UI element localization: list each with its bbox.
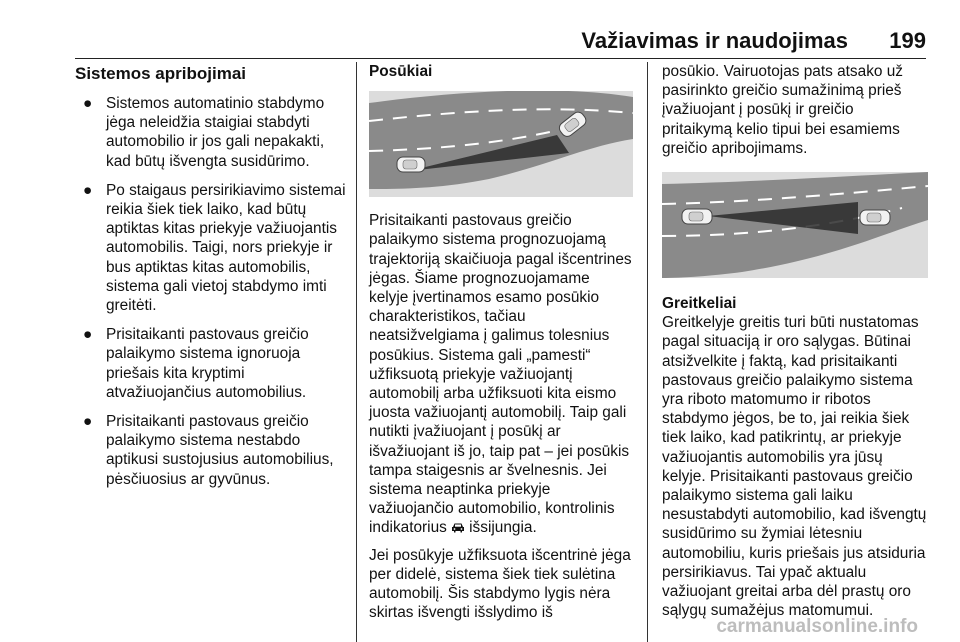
column-divider-1 (356, 62, 357, 642)
bullet-icon: ● (83, 326, 93, 344)
column-3 (662, 62, 928, 628)
limitations-list (75, 94, 353, 489)
list-item-text: Sistemos automatinio stabdymo jėga neleidžia staigiai stabdyti automobilio ir jos gali nepakakti, kad būtų išvengta susidūrimo. (106, 95, 325, 170)
bullet-icon: ● (83, 95, 93, 112)
list-item (75, 181, 353, 315)
list-item-text: Prisitaikanti pastovaus greičio palaikymo sistema ignoruoja priešais kita kryptimi atvažiuojančius automobilius. (106, 326, 309, 401)
section-heading-limitations: Sistemos apribojimai (75, 64, 246, 83)
page-number: 199 (889, 28, 926, 53)
section-heading-curves: Posūkiai (369, 63, 433, 80)
section-heading-highways: Greitkeliai (662, 295, 737, 313)
highways-paragraph: Greitkelyje greitis turi būti nustatomas pagal situaciją ir oro sąlygas. Būtinai atsižvelkite į faktą, kad prisitaikanti pastovaus greičio palaikymo sistema yra riboto matomumo ir ribotos stabdymo jėgos, be to, jai reikia šiek tiek laiko, kad patikrintų, ar priekyje važiuojantis automobilis yra jūsų kelyje. Prisitaikanti pastovaus greičio palaikymo sistema gali laiku nesustabdyti automobilio, kad išvengtų susidūrimo su žymiai lėtesniu automobiliu, kuris priešais jus atsiduria persirikiavus. Tai ypač aktualu važiuojant greitai arba dėl prastų oro sąlygų sumažėjus matomumui. (662, 314, 927, 620)
curves-text-end: išsijungia. (469, 519, 537, 537)
column-divider-2 (647, 62, 648, 642)
list-item (75, 325, 353, 402)
bullet-icon: ● (83, 413, 93, 431)
column-1 (75, 62, 353, 499)
header-divider (75, 58, 926, 59)
page-title: Važiavimas ir naudojimas (581, 28, 848, 53)
curves-text: Prisitaikanti pastovaus greičio palaikymo sistema prognozuojamą trajektoriją skaičiuoja pagal išcentrines jėgas. Šiame prognozuojamame kelyje įvertinamos esamo posūkio charakteristikos, tačiau neatsižvelgiama į galimus tolesnius posūkius. Sistema gali „pamesti“ užfiksuotą priekyje važiuojantį automobilį arba užfiksuoti kita eismo juosta važiuojantį automobilį. Taip gali nutikti įvažiuojant į posūkį ar išvažiuojant iš jo, taip pat – jei posūkis tampa staigesnis ar švelnesnis. Jei sistema neaptinka priekyje važiuojančio automobilio, kontrolinis indikatorius (369, 212, 632, 537)
list-item-text: Prisitaikanti pastovaus greičio palaikymo sistema nestabdo aptikusi sustojusius automobilius, pėsčiuosius ar gyvūnus. (106, 413, 334, 488)
bullet-icon: ● (83, 181, 93, 199)
list-item (75, 94, 353, 171)
curve-illustration (369, 91, 633, 197)
curves-paragraph-1 (369, 211, 633, 537)
column-2 (369, 62, 633, 630)
curves-paragraph-2: Jei posūkyje užfiksuota išcentrinė jėga per didelė, sistema šiek tiek sulėtina automobilį. Šis stabdymo lygis nėra skirtas išvengti išslydimo iš (369, 546, 631, 622)
highway-illustration (662, 172, 928, 278)
list-item-text: Po staigaus persirikiavimo sistemai reikia šiek tiek laiko, kad būtų aptiktas kitas priekyje važiuojantis automobilis. Taigi, nors priekyje ir bus aptiktas kitas automobilis, sistema gali vietoj stabdymo imti greitėti. (106, 181, 346, 315)
list-item (75, 412, 353, 489)
page-header (0, 0, 960, 60)
curves-paragraph-continued: posūkio. Vairuotojas pats atsako už pasirinkto greičio sumažinimą prieš įvažiuojant į posūkį ir greičio pritaikymą kelio tipui bei esamiems greičio apribojimams. (662, 63, 903, 157)
car-front-icon (451, 522, 465, 533)
watermark: carmanualsonline.info (716, 616, 918, 637)
